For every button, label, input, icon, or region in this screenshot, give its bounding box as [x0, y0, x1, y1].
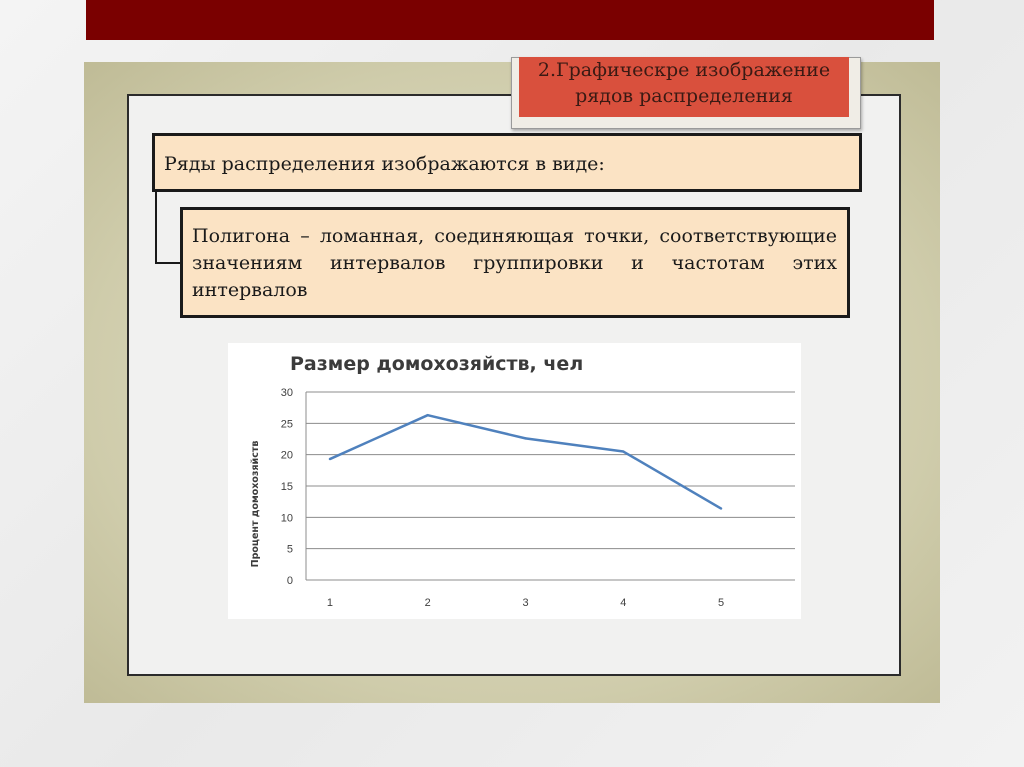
- y-tick-label: 10: [280, 512, 293, 525]
- chart-title: Размер домохозяйств, чел: [290, 353, 584, 375]
- chart-svg: [228, 343, 801, 619]
- y-tick-label: 30: [280, 387, 293, 399]
- slide-title-line2: рядов распределения: [575, 85, 793, 107]
- top-banner: [86, 0, 934, 40]
- data-point: [524, 437, 526, 439]
- x-tick-label: 2: [424, 597, 431, 609]
- data-point: [622, 450, 624, 452]
- x-tick-label: 5: [718, 597, 725, 609]
- series-line: [330, 415, 721, 508]
- y-tick-label: 25: [280, 418, 293, 431]
- data-point: [427, 414, 429, 416]
- x-tick-label: 3: [522, 597, 529, 609]
- x-tick-label: 1: [326, 597, 333, 609]
- y-tick-label: 15: [280, 481, 293, 493]
- line-chart: [228, 343, 801, 619]
- slide-title: [519, 57, 849, 117]
- slide-title-line1: 2.Графическре изображение: [537, 59, 831, 81]
- y-tick-label: 20: [280, 449, 293, 462]
- connector-line-vertical: [155, 192, 157, 264]
- connector-line-horizontal: [155, 262, 183, 264]
- definition-textbox: [180, 207, 850, 318]
- data-point: [720, 507, 722, 509]
- definition-text: Полигона – ломанная, соединяющая точки, соответствующие значениям интервалов группировки и частотам этих интервалов: [192, 225, 837, 301]
- intro-text: Ряды распределения изображаются в виде:: [164, 153, 605, 175]
- y-tick-label: 5: [286, 543, 293, 556]
- intro-textbox: [152, 133, 862, 192]
- y-axis-label: Процент домохозяйств: [250, 440, 261, 568]
- x-tick-label: 4: [620, 597, 627, 609]
- y-tick-label: 0: [286, 575, 293, 587]
- data-point: [329, 458, 331, 460]
